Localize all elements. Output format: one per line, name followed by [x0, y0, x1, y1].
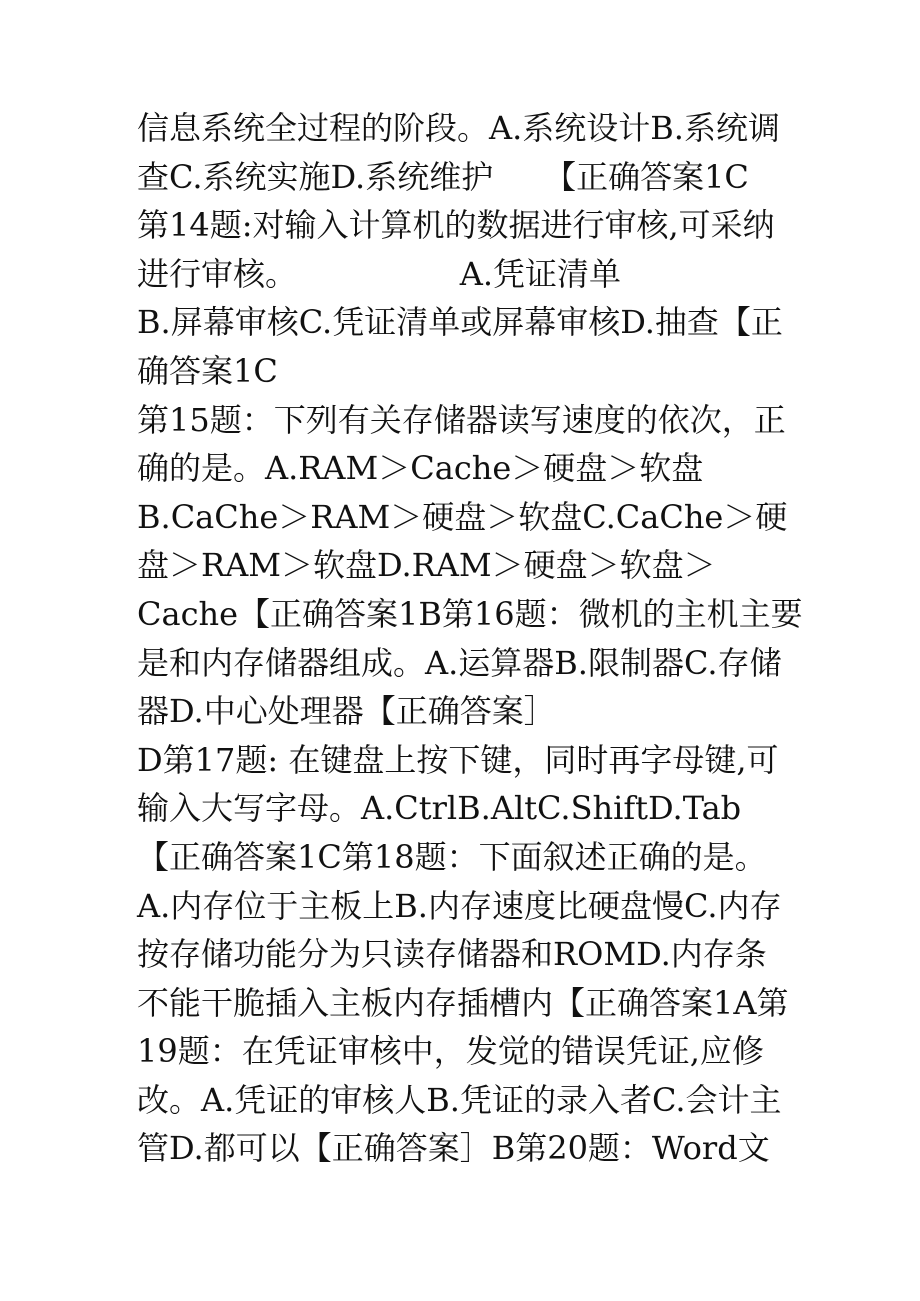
text-line: 确的是。A.RAM＞Cache＞硬盘＞软盘: [137, 449, 704, 488]
text-line: 是和内存储器组成。A.运算器B.限制器C.存储: [137, 643, 782, 682]
text-line: Cache【正确答案1B第16题：微机的主机主要: [137, 594, 803, 633]
text-line: 盘＞RAM＞软盘D.RAM＞硬盘＞软盘＞: [137, 546, 716, 585]
text-line: D第17题: 在键盘上按下键，同时再字母键,可: [137, 740, 779, 779]
text-line: B.CaChe＞RAM＞硬盘＞软盘C.CaChe＞硬: [137, 497, 788, 536]
text-line: 管D.都可以【正确答案］B第20题：Word文: [137, 1129, 770, 1168]
text-line: B.屏幕审核C.凭证清单或屏幕审核D.抽查【正: [137, 303, 783, 342]
text-line: 第14题:对输入计算机的数据进行审核,可采纳: [137, 206, 775, 245]
text-line: 按存储功能分为只读存储器和ROMD.内存条: [137, 935, 767, 974]
text-line: 输入大写字母。A.CtrlB.AltC.ShiftD.Tab: [137, 789, 742, 828]
text-line: 器D.中心处理器【正确答案］: [137, 692, 556, 731]
question-text-block: [137, 104, 803, 1173]
text-line: A.内存位于主板上B.内存速度比硬盘慢C.内存: [137, 886, 782, 925]
text-line: 改。A.凭证的审核人B.凭证的录入者C.会计主: [137, 1080, 782, 1119]
text-line: 第15题：下列有关存储器读写速度的依次，正: [137, 400, 786, 439]
text-line: 查C.系统实施D.系统维护 【正确答案1C: [137, 157, 749, 196]
text-line: 进行审核。 A.凭证清单: [137, 254, 622, 293]
text-line: 【正确答案1C第18题：下面叙述正确的是。: [137, 837, 767, 876]
text-line: 不能干脆插入主板内存插槽内【正确答案1A第: [137, 983, 789, 1022]
text-line: 确答案1C: [137, 351, 278, 390]
text-line: 信息系统全过程的阶段。A.系统设计B.系统调: [137, 109, 780, 147]
text-line: 19题：在凭证审核中，发觉的错误凭证,应修: [137, 1032, 764, 1071]
